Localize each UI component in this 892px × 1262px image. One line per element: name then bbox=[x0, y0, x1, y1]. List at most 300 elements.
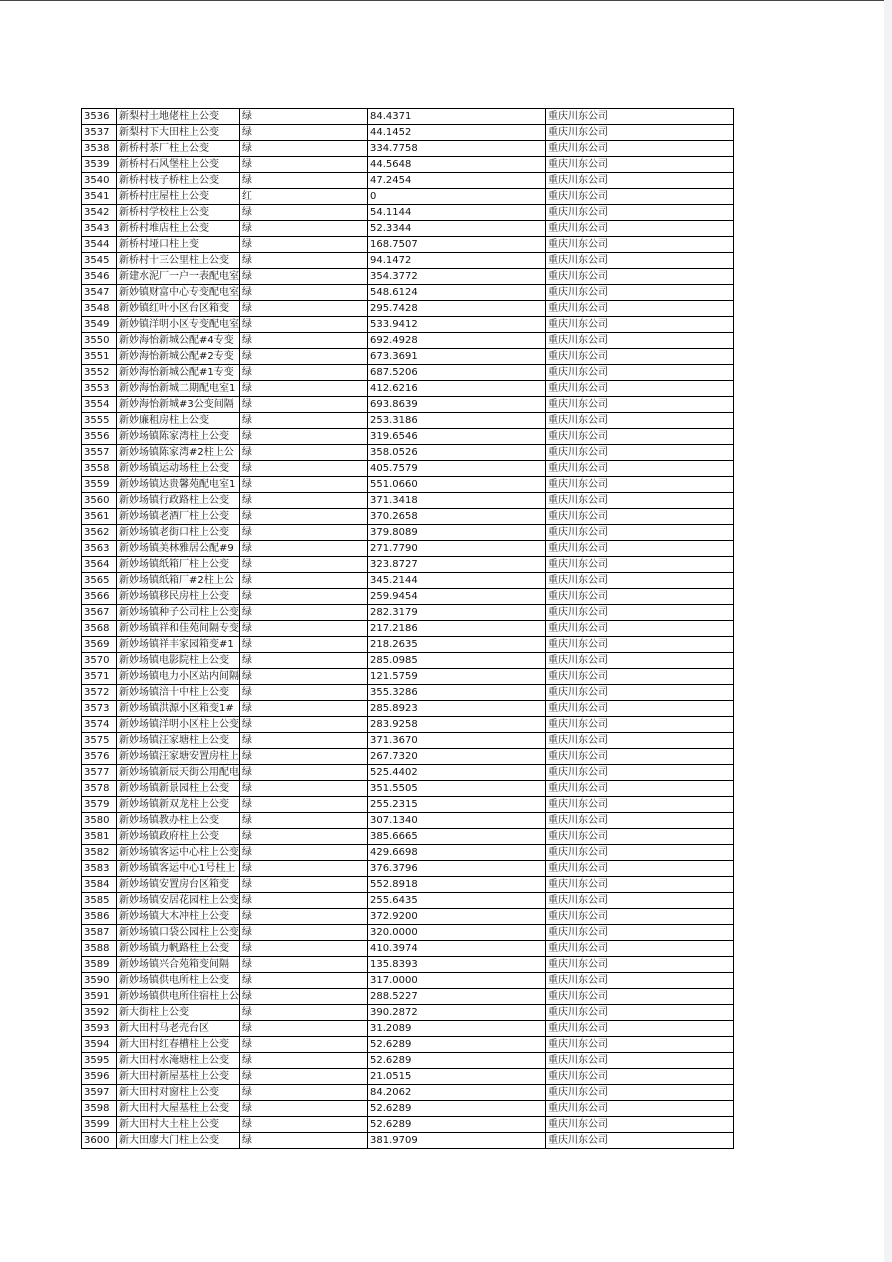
status-cell: 绿 bbox=[240, 509, 368, 525]
row-number-cell: 3599 bbox=[82, 1117, 117, 1133]
company-cell: 重庆川东公司 bbox=[546, 317, 734, 333]
row-number-cell: 3598 bbox=[82, 1101, 117, 1117]
company-cell: 重庆川东公司 bbox=[546, 189, 734, 205]
value-cell: 84.4371 bbox=[368, 109, 546, 125]
company-cell: 重庆川东公司 bbox=[546, 669, 734, 685]
station-name-cell: 新桥村垭口柱上变 bbox=[117, 237, 240, 253]
row-number-cell: 3556 bbox=[82, 429, 117, 445]
status-cell: 绿 bbox=[240, 621, 368, 637]
value-cell: 255.2315 bbox=[368, 797, 546, 813]
status-cell: 绿 bbox=[240, 605, 368, 621]
value-cell: 47.2454 bbox=[368, 173, 546, 189]
value-cell: 295.7428 bbox=[368, 301, 546, 317]
table-row bbox=[82, 477, 734, 493]
status-cell: 绿 bbox=[240, 877, 368, 893]
company-cell: 重庆川东公司 bbox=[546, 653, 734, 669]
station-name-cell: 新妙镇洋明小区专变配电室 bbox=[117, 317, 240, 333]
status-cell: 绿 bbox=[240, 669, 368, 685]
station-name-cell: 新妙场镇种子公司柱上公变 bbox=[117, 605, 240, 621]
status-cell: 绿 bbox=[240, 317, 368, 333]
station-name-cell: 新妙场镇新辰天街公用配电 bbox=[117, 765, 240, 781]
status-cell: 绿 bbox=[240, 941, 368, 957]
value-cell: 412.6216 bbox=[368, 381, 546, 397]
status-cell: 绿 bbox=[240, 653, 368, 669]
value-cell: 379.8089 bbox=[368, 525, 546, 541]
table-row bbox=[82, 941, 734, 957]
status-cell: 绿 bbox=[240, 365, 368, 381]
table-row bbox=[82, 157, 734, 173]
status-cell: 绿 bbox=[240, 637, 368, 653]
table-row bbox=[82, 669, 734, 685]
station-name-cell: 新妙场镇口袋公园柱上公变 bbox=[117, 925, 240, 941]
table-row bbox=[82, 541, 734, 557]
station-name-cell: 新妙场镇汪家塘柱上公变 bbox=[117, 733, 240, 749]
value-cell: 282.3179 bbox=[368, 605, 546, 621]
status-cell: 绿 bbox=[240, 413, 368, 429]
table-row bbox=[82, 173, 734, 189]
table-row bbox=[82, 461, 734, 477]
status-cell: 绿 bbox=[240, 957, 368, 973]
table-row bbox=[82, 349, 734, 365]
station-name-cell: 新大田村大土柱上公变 bbox=[117, 1117, 240, 1133]
company-cell: 重庆川东公司 bbox=[546, 269, 734, 285]
status-cell: 绿 bbox=[240, 461, 368, 477]
row-number-cell: 3552 bbox=[82, 365, 117, 381]
status-cell: 绿 bbox=[240, 109, 368, 125]
status-cell: 绿 bbox=[240, 477, 368, 493]
station-name-cell: 新大田村大屋基柱上公变 bbox=[117, 1101, 240, 1117]
company-cell: 重庆川东公司 bbox=[546, 861, 734, 877]
row-number-cell: 3541 bbox=[82, 189, 117, 205]
table-row bbox=[82, 1101, 734, 1117]
station-name-cell: 新妙场镇行政路柱上公变 bbox=[117, 493, 240, 509]
row-number-cell: 3540 bbox=[82, 173, 117, 189]
row-number-cell: 3596 bbox=[82, 1069, 117, 1085]
value-cell: 351.5505 bbox=[368, 781, 546, 797]
station-name-cell: 新妙场镇涪十中柱上公变 bbox=[117, 685, 240, 701]
station-name-cell: 新妙场镇移民房柱上公变 bbox=[117, 589, 240, 605]
value-cell: 94.1472 bbox=[368, 253, 546, 269]
value-cell: 371.3670 bbox=[368, 733, 546, 749]
value-cell: 370.2658 bbox=[368, 509, 546, 525]
company-cell: 重庆川东公司 bbox=[546, 1005, 734, 1021]
row-number-cell: 3562 bbox=[82, 525, 117, 541]
company-cell: 重庆川东公司 bbox=[546, 205, 734, 221]
table-row bbox=[82, 557, 734, 573]
company-cell: 重庆川东公司 bbox=[546, 253, 734, 269]
value-cell: 168.7507 bbox=[368, 237, 546, 253]
table-row bbox=[82, 413, 734, 429]
row-number-cell: 3571 bbox=[82, 669, 117, 685]
status-cell: 绿 bbox=[240, 349, 368, 365]
station-name-cell: 新妙海怡新城公配#4专变 bbox=[117, 333, 240, 349]
table-row bbox=[82, 365, 734, 381]
value-cell: 283.9258 bbox=[368, 717, 546, 733]
station-name-cell: 新梨村下大田柱上公变 bbox=[117, 125, 240, 141]
status-cell: 绿 bbox=[240, 205, 368, 221]
station-name-cell: 新桥村十三公里柱上公变 bbox=[117, 253, 240, 269]
row-number-cell: 3585 bbox=[82, 893, 117, 909]
status-cell: 绿 bbox=[240, 141, 368, 157]
value-cell: 693.8639 bbox=[368, 397, 546, 413]
value-cell: 52.6289 bbox=[368, 1101, 546, 1117]
station-name-cell: 新妙场镇客运中心1号柱上 bbox=[117, 861, 240, 877]
station-name-cell: 新妙场镇美林雅居公配#9 bbox=[117, 541, 240, 557]
row-number-cell: 3576 bbox=[82, 749, 117, 765]
table-row bbox=[82, 813, 734, 829]
company-cell: 重庆川东公司 bbox=[546, 365, 734, 381]
table-row bbox=[82, 765, 734, 781]
table-row bbox=[82, 781, 734, 797]
status-cell: 绿 bbox=[240, 1069, 368, 1085]
company-cell: 重庆川东公司 bbox=[546, 749, 734, 765]
table-row bbox=[82, 109, 734, 125]
company-cell: 重庆川东公司 bbox=[546, 157, 734, 173]
value-cell: 285.0985 bbox=[368, 653, 546, 669]
row-number-cell: 3588 bbox=[82, 941, 117, 957]
station-name-cell: 新妙镇财富中心专变配电室 bbox=[117, 285, 240, 301]
table-row bbox=[82, 237, 734, 253]
row-number-cell: 3546 bbox=[82, 269, 117, 285]
table-row bbox=[82, 189, 734, 205]
table-row bbox=[82, 493, 734, 509]
table-row bbox=[82, 381, 734, 397]
status-cell: 绿 bbox=[240, 861, 368, 877]
company-cell: 重庆川东公司 bbox=[546, 781, 734, 797]
company-cell: 重庆川东公司 bbox=[546, 989, 734, 1005]
page-top-border bbox=[0, 0, 892, 1]
company-cell: 重庆川东公司 bbox=[546, 637, 734, 653]
table-row bbox=[82, 829, 734, 845]
status-cell: 绿 bbox=[240, 253, 368, 269]
value-cell: 285.8923 bbox=[368, 701, 546, 717]
value-cell: 345.2144 bbox=[368, 573, 546, 589]
status-cell: 绿 bbox=[240, 1005, 368, 1021]
row-number-cell: 3551 bbox=[82, 349, 117, 365]
company-cell: 重庆川东公司 bbox=[546, 1117, 734, 1133]
row-number-cell: 3539 bbox=[82, 157, 117, 173]
station-name-cell: 新妙海怡新城#3公变间隔 bbox=[117, 397, 240, 413]
row-number-cell: 3569 bbox=[82, 637, 117, 653]
station-name-cell: 新妙场镇电影院柱上公变 bbox=[117, 653, 240, 669]
row-number-cell: 3577 bbox=[82, 765, 117, 781]
value-cell: 552.8918 bbox=[368, 877, 546, 893]
company-cell: 重庆川东公司 bbox=[546, 125, 734, 141]
company-cell: 重庆川东公司 bbox=[546, 717, 734, 733]
company-cell: 重庆川东公司 bbox=[546, 941, 734, 957]
value-cell: 323.8727 bbox=[368, 557, 546, 573]
row-number-cell: 3578 bbox=[82, 781, 117, 797]
row-number-cell: 3550 bbox=[82, 333, 117, 349]
table-row bbox=[82, 893, 734, 909]
station-name-cell: 新妙场镇陈家湾#2柱上公 bbox=[117, 445, 240, 461]
status-cell: 绿 bbox=[240, 1037, 368, 1053]
table-row bbox=[82, 701, 734, 717]
value-cell: 371.3418 bbox=[368, 493, 546, 509]
row-number-cell: 3586 bbox=[82, 909, 117, 925]
table-row bbox=[82, 221, 734, 237]
value-cell: 692.4928 bbox=[368, 333, 546, 349]
company-cell: 重庆川东公司 bbox=[546, 765, 734, 781]
status-cell: 绿 bbox=[240, 1021, 368, 1037]
row-number-cell: 3554 bbox=[82, 397, 117, 413]
table-row bbox=[82, 749, 734, 765]
station-name-cell: 新大田村水淹塘柱上公变 bbox=[117, 1053, 240, 1069]
value-cell: 288.5227 bbox=[368, 989, 546, 1005]
row-number-cell: 3567 bbox=[82, 605, 117, 621]
station-name-cell: 新大田村红春槽柱上公变 bbox=[117, 1037, 240, 1053]
table-row bbox=[82, 621, 734, 637]
row-number-cell: 3549 bbox=[82, 317, 117, 333]
row-number-cell: 3573 bbox=[82, 701, 117, 717]
value-cell: 52.3344 bbox=[368, 221, 546, 237]
row-number-cell: 3582 bbox=[82, 845, 117, 861]
status-cell: 绿 bbox=[240, 445, 368, 461]
table-row bbox=[82, 653, 734, 669]
table-row bbox=[82, 525, 734, 541]
table-row bbox=[82, 1053, 734, 1069]
company-cell: 重庆川东公司 bbox=[546, 1085, 734, 1101]
status-cell: 绿 bbox=[240, 301, 368, 317]
company-cell: 重庆川东公司 bbox=[546, 813, 734, 829]
table-row bbox=[82, 301, 734, 317]
status-cell: 绿 bbox=[240, 589, 368, 605]
station-name-cell: 新桥村石风堡柱上公变 bbox=[117, 157, 240, 173]
table-row bbox=[82, 445, 734, 461]
row-number-cell: 3568 bbox=[82, 621, 117, 637]
station-name-cell: 新妙场镇力帆路柱上公变 bbox=[117, 941, 240, 957]
row-number-cell: 3572 bbox=[82, 685, 117, 701]
value-cell: 390.2872 bbox=[368, 1005, 546, 1021]
value-cell: 307.1340 bbox=[368, 813, 546, 829]
station-name-cell: 新妙场镇纸箱厂#2柱上公 bbox=[117, 573, 240, 589]
company-cell: 重庆川东公司 bbox=[546, 957, 734, 973]
value-cell: 52.6289 bbox=[368, 1117, 546, 1133]
company-cell: 重庆川东公司 bbox=[546, 525, 734, 541]
company-cell: 重庆川东公司 bbox=[546, 685, 734, 701]
table-row bbox=[82, 1085, 734, 1101]
company-cell: 重庆川东公司 bbox=[546, 1069, 734, 1085]
station-name-cell: 新妙场镇政府柱上公变 bbox=[117, 829, 240, 845]
row-number-cell: 3592 bbox=[82, 1005, 117, 1021]
company-cell: 重庆川东公司 bbox=[546, 333, 734, 349]
value-cell: 319.6546 bbox=[368, 429, 546, 445]
table-row bbox=[82, 637, 734, 653]
row-number-cell: 3564 bbox=[82, 557, 117, 573]
station-name-cell: 新妙海怡新城二期配电室1 bbox=[117, 381, 240, 397]
table-row bbox=[82, 925, 734, 941]
table-row bbox=[82, 573, 734, 589]
status-cell: 绿 bbox=[240, 813, 368, 829]
value-cell: 21.0515 bbox=[368, 1069, 546, 1085]
station-name-cell: 新妙廉租房柱上公变 bbox=[117, 413, 240, 429]
station-name-cell: 新桥村堆店柱上公变 bbox=[117, 221, 240, 237]
value-cell: 255.6435 bbox=[368, 893, 546, 909]
table-row bbox=[82, 685, 734, 701]
row-number-cell: 3548 bbox=[82, 301, 117, 317]
status-cell: 绿 bbox=[240, 717, 368, 733]
company-cell: 重庆川东公司 bbox=[546, 173, 734, 189]
status-cell: 绿 bbox=[240, 381, 368, 397]
station-name-cell: 新妙场镇祥和佳苑间隔专变 bbox=[117, 621, 240, 637]
status-cell: 绿 bbox=[240, 157, 368, 173]
row-number-cell: 3566 bbox=[82, 589, 117, 605]
company-cell: 重庆川东公司 bbox=[546, 909, 734, 925]
status-cell: 绿 bbox=[240, 781, 368, 797]
table-row bbox=[82, 1021, 734, 1037]
station-name-cell: 新妙镇红叶小区台区箱变 bbox=[117, 301, 240, 317]
station-name-cell: 新妙场镇新双龙柱上公变 bbox=[117, 797, 240, 813]
table-row bbox=[82, 1037, 734, 1053]
company-cell: 重庆川东公司 bbox=[546, 1101, 734, 1117]
status-cell: 绿 bbox=[240, 525, 368, 541]
station-name-cell: 新妙场镇纸箱厂柱上公变 bbox=[117, 557, 240, 573]
status-cell: 绿 bbox=[240, 973, 368, 989]
row-number-cell: 3590 bbox=[82, 973, 117, 989]
status-cell: 绿 bbox=[240, 1117, 368, 1133]
company-cell: 重庆川东公司 bbox=[546, 797, 734, 813]
status-cell: 绿 bbox=[240, 765, 368, 781]
station-name-cell: 新妙场镇汪家塘安置房柱上 bbox=[117, 749, 240, 765]
company-cell: 重庆川东公司 bbox=[546, 413, 734, 429]
status-cell: 绿 bbox=[240, 573, 368, 589]
status-cell: 绿 bbox=[240, 701, 368, 717]
status-cell: 绿 bbox=[240, 269, 368, 285]
value-cell: 52.6289 bbox=[368, 1037, 546, 1053]
status-cell: 绿 bbox=[240, 989, 368, 1005]
table-row bbox=[82, 957, 734, 973]
status-cell: 绿 bbox=[240, 733, 368, 749]
company-cell: 重庆川东公司 bbox=[546, 445, 734, 461]
company-cell: 重庆川东公司 bbox=[546, 621, 734, 637]
status-cell: 绿 bbox=[240, 749, 368, 765]
table-row bbox=[82, 605, 734, 621]
table-row bbox=[82, 253, 734, 269]
company-cell: 重庆川东公司 bbox=[546, 925, 734, 941]
station-name-cell: 新妙场镇安居花园柱上公变 bbox=[117, 893, 240, 909]
table-row bbox=[82, 1069, 734, 1085]
station-name-cell: 新妙场镇祥丰家园箱变#1 bbox=[117, 637, 240, 653]
company-cell: 重庆川东公司 bbox=[546, 493, 734, 509]
company-cell: 重庆川东公司 bbox=[546, 829, 734, 845]
value-cell: 31.2089 bbox=[368, 1021, 546, 1037]
company-cell: 重庆川东公司 bbox=[546, 285, 734, 301]
value-cell: 52.6289 bbox=[368, 1053, 546, 1069]
row-number-cell: 3537 bbox=[82, 125, 117, 141]
row-number-cell: 3557 bbox=[82, 445, 117, 461]
row-number-cell: 3587 bbox=[82, 925, 117, 941]
status-cell: 绿 bbox=[240, 333, 368, 349]
row-number-cell: 3563 bbox=[82, 541, 117, 557]
row-number-cell: 3575 bbox=[82, 733, 117, 749]
status-cell: 绿 bbox=[240, 1133, 368, 1149]
status-cell: 绿 bbox=[240, 829, 368, 845]
status-cell: 绿 bbox=[240, 1085, 368, 1101]
row-number-cell: 3536 bbox=[82, 109, 117, 125]
table-row bbox=[82, 1133, 734, 1149]
company-cell: 重庆川东公司 bbox=[546, 381, 734, 397]
status-cell: 绿 bbox=[240, 685, 368, 701]
table-row bbox=[82, 973, 734, 989]
company-cell: 重庆川东公司 bbox=[546, 1133, 734, 1149]
row-number-cell: 3543 bbox=[82, 221, 117, 237]
table-row bbox=[82, 861, 734, 877]
station-name-cell: 新桥村学校柱上公变 bbox=[117, 205, 240, 221]
value-cell: 218.2635 bbox=[368, 637, 546, 653]
value-cell: 355.3286 bbox=[368, 685, 546, 701]
station-name-cell: 新妙场镇安置房台区箱变 bbox=[117, 877, 240, 893]
status-cell: 绿 bbox=[240, 845, 368, 861]
value-cell: 267.7320 bbox=[368, 749, 546, 765]
value-cell: 54.1144 bbox=[368, 205, 546, 221]
table-row bbox=[82, 509, 734, 525]
status-cell: 绿 bbox=[240, 1053, 368, 1069]
table-row bbox=[82, 269, 734, 285]
station-name-cell: 新大田村新屋基柱上公变 bbox=[117, 1069, 240, 1085]
station-name-cell: 新妙场镇客运中心柱上公变 bbox=[117, 845, 240, 861]
company-cell: 重庆川东公司 bbox=[546, 301, 734, 317]
value-cell: 525.4402 bbox=[368, 765, 546, 781]
status-cell: 绿 bbox=[240, 909, 368, 925]
row-number-cell: 3591 bbox=[82, 989, 117, 1005]
value-cell: 385.6665 bbox=[368, 829, 546, 845]
station-name-cell: 新妙场镇运动场柱上公变 bbox=[117, 461, 240, 477]
table-row bbox=[82, 989, 734, 1005]
status-cell: 绿 bbox=[240, 797, 368, 813]
station-name-cell: 新大街柱上公变 bbox=[117, 1005, 240, 1021]
station-name-cell: 新建水泥厂一户一表配电室 bbox=[117, 269, 240, 285]
company-cell: 重庆川东公司 bbox=[546, 701, 734, 717]
status-cell: 绿 bbox=[240, 1101, 368, 1117]
value-cell: 405.7579 bbox=[368, 461, 546, 477]
value-cell: 84.2062 bbox=[368, 1085, 546, 1101]
company-cell: 重庆川东公司 bbox=[546, 1053, 734, 1069]
company-cell: 重庆川东公司 bbox=[546, 237, 734, 253]
value-cell: 217.2186 bbox=[368, 621, 546, 637]
company-cell: 重庆川东公司 bbox=[546, 573, 734, 589]
company-cell: 重庆川东公司 bbox=[546, 429, 734, 445]
table-row bbox=[82, 1005, 734, 1021]
table-row bbox=[82, 877, 734, 893]
table-row bbox=[82, 717, 734, 733]
table-row bbox=[82, 589, 734, 605]
value-cell: 358.0526 bbox=[368, 445, 546, 461]
station-name-cell: 新妙场镇供电所柱上公变 bbox=[117, 973, 240, 989]
table-row bbox=[82, 845, 734, 861]
row-number-cell: 3597 bbox=[82, 1085, 117, 1101]
table-row bbox=[82, 733, 734, 749]
value-cell: 372.9200 bbox=[368, 909, 546, 925]
company-cell: 重庆川东公司 bbox=[546, 349, 734, 365]
company-cell: 重庆川东公司 bbox=[546, 397, 734, 413]
station-name-cell: 新妙海怡新城公配#1专变 bbox=[117, 365, 240, 381]
station-name-cell: 新妙场镇老酒厂柱上公变 bbox=[117, 509, 240, 525]
page-right-margin bbox=[884, 0, 892, 1262]
status-cell: 绿 bbox=[240, 893, 368, 909]
value-cell: 533.9412 bbox=[368, 317, 546, 333]
station-name-cell: 新桥村枝子桥柱上公变 bbox=[117, 173, 240, 189]
value-cell: 259.9454 bbox=[368, 589, 546, 605]
row-number-cell: 3579 bbox=[82, 797, 117, 813]
table-row bbox=[82, 333, 734, 349]
value-cell: 687.5206 bbox=[368, 365, 546, 381]
status-cell: 绿 bbox=[240, 221, 368, 237]
station-name-cell: 新妙场镇陈家湾柱上公变 bbox=[117, 429, 240, 445]
table-row bbox=[82, 141, 734, 157]
table-row bbox=[82, 205, 734, 221]
status-cell: 绿 bbox=[240, 125, 368, 141]
value-cell: 354.3772 bbox=[368, 269, 546, 285]
